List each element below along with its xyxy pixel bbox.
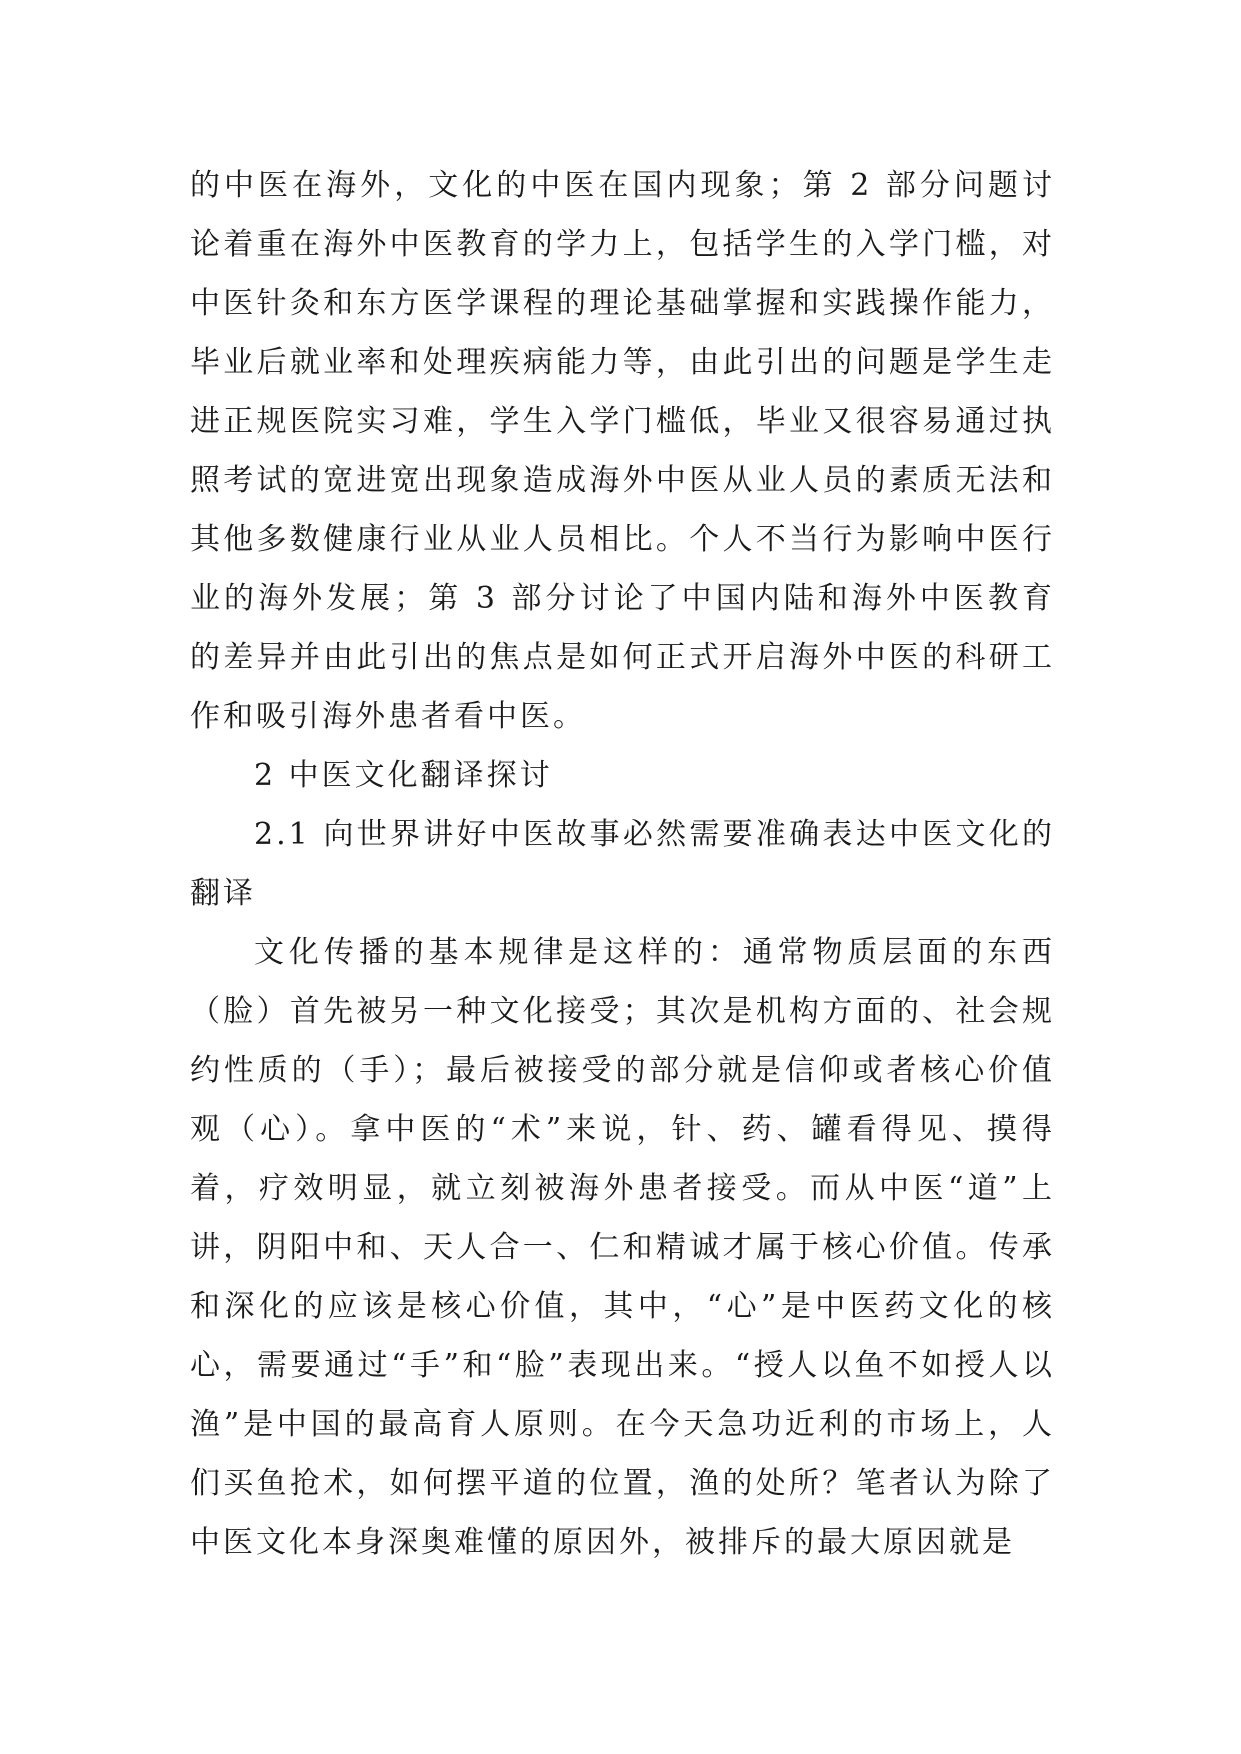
paragraph-continuation: 的中医在海外，文化的中医在国内现象；第 2 部分问题讨论着重在海外中医教育的学力上，包括学生的入学门槛，对中医针灸和东方医学课程的理论基础掌握和实践操作能力，毕业后就业率和处理疾病能力等，由此引出的问题是学生走进正规医院实习难，学生入学门槛低，毕业又很容易通过执照考试的宽进宽出现象造成海外中医从业人员的素质无法和其他多数健康行业从业人员相比。个人不当行为影响中医行业的海外发展；第 3 部分讨论了中国内陆和海外中医教育的差异并由此引出的焦点是如何正式开启海外中医的科研工作和吸引海外患者看中医。 [190, 168, 1055, 734]
body-paragraph: 文化传播的基本规律是这样的：通常物质层面的东西（脸）首先被另一种文化接受；其次是机构方面的、社会规约性质的（手）；最后被接受的部分就是信仰或者核心价值观（心）。拿中医的“术”来说，针、药、罐看得见、摸得着，疗效明显，就立刻被海外患者接受。而从中医“道”上讲，阴阳中和、天人合一、仁和精诚才属于核心价值。传承和深化的应该是核心价值，其中，“心”是中医药文化的核心，需要通过“手”和“脸”表现出来。“授人以鱼不如授人以渔”是中国的最高育人原则。在今天急功近利的市场上，人们买鱼抢术，如何摆平道的位置，渔的处所？笔者认为除了中医文化本身深奥难懂的原因外，被排斥的最大原因就是 [190, 935, 1055, 1560]
document-body [190, 156, 1055, 1572]
section-heading: 2 中医文化翻译探讨 [254, 758, 553, 793]
subsection-heading: 2.1 向世界讲好中医故事必然需要准确表达中医文化的翻译 [190, 817, 1055, 911]
